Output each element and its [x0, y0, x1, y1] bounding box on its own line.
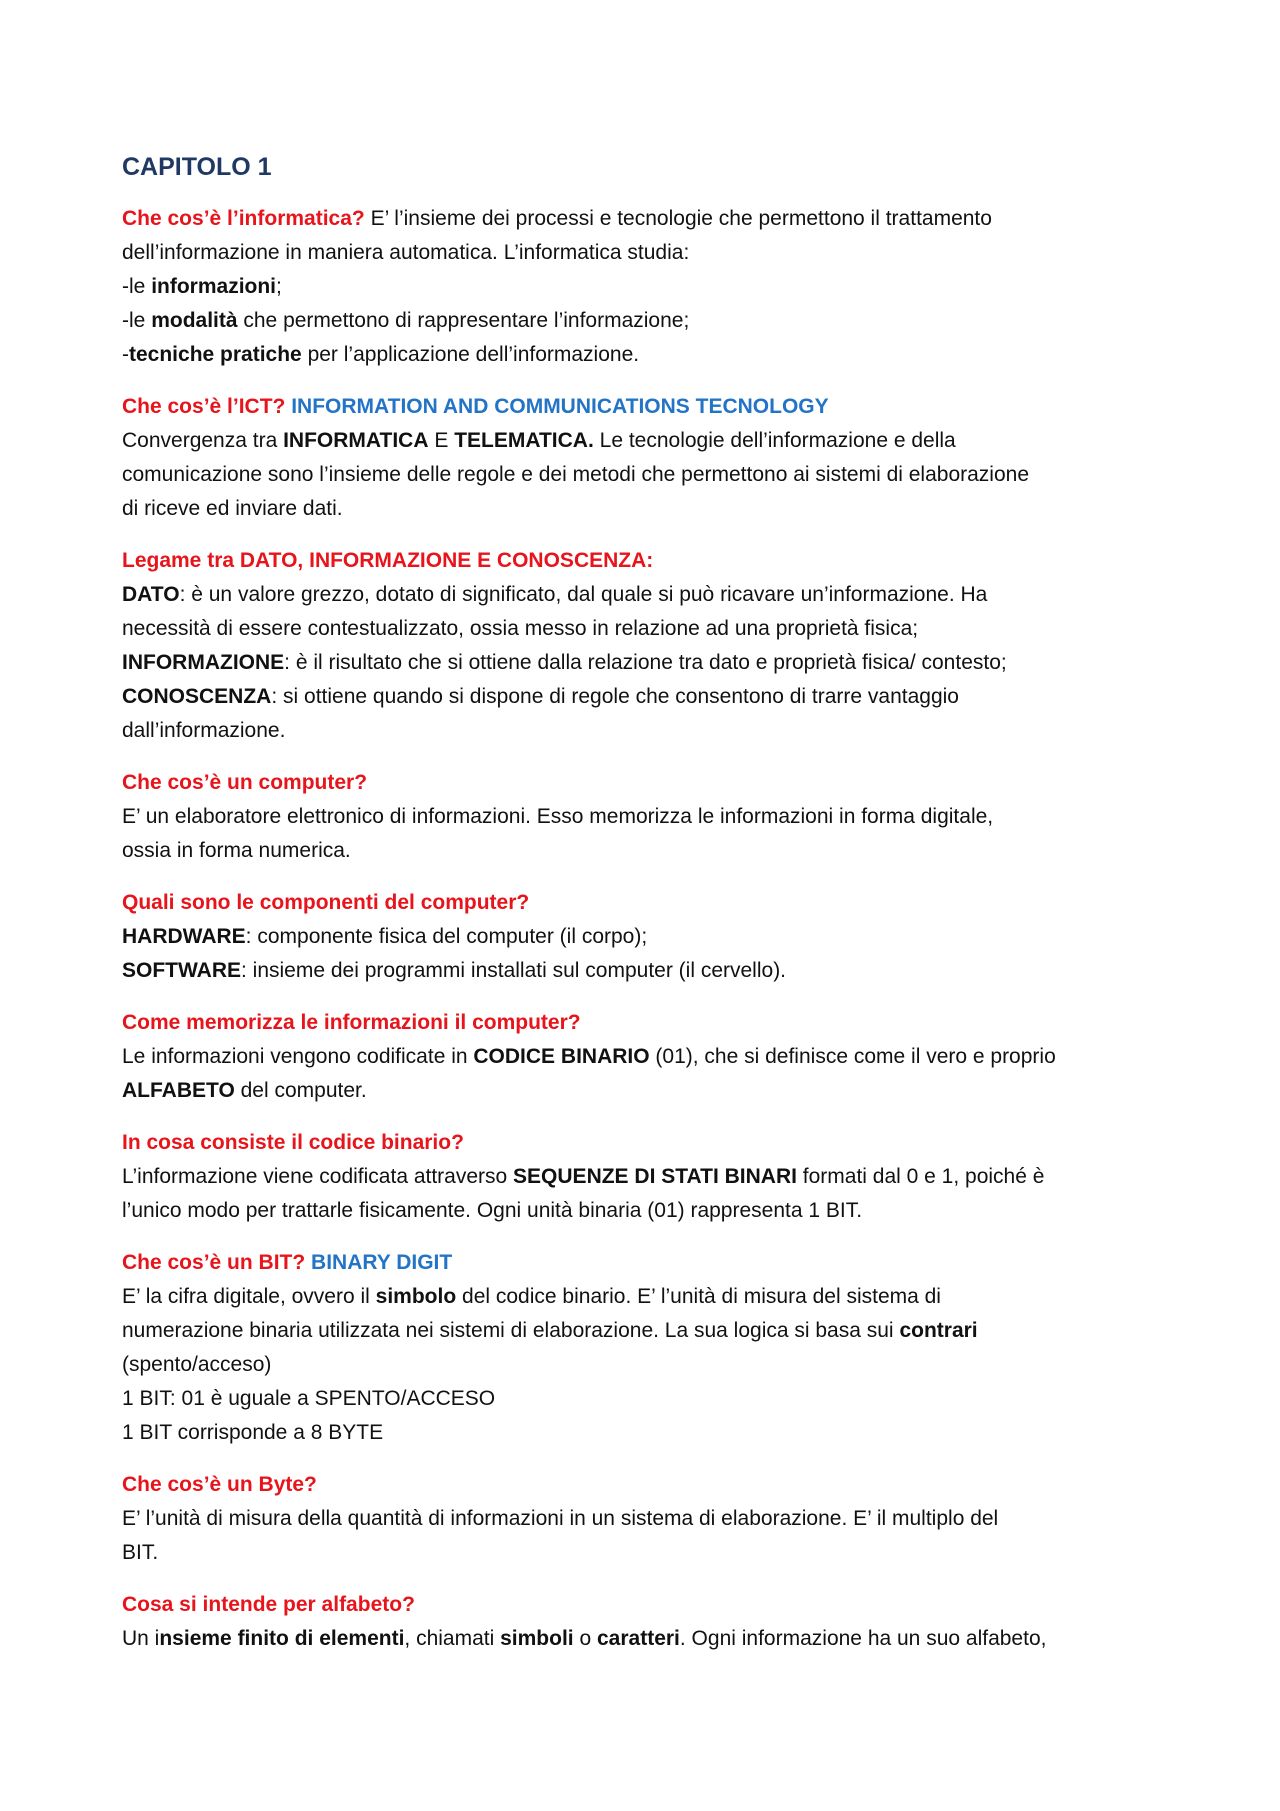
qa-section: [122, 1246, 1182, 1450]
question-line: [122, 886, 1182, 920]
bold-term: simbolo: [375, 1285, 457, 1308]
bold-term: simboli: [500, 1627, 574, 1650]
question-line: [122, 202, 1182, 236]
text-line: [122, 954, 1182, 988]
body-text: E’ la cifra digitale, ovvero il: [122, 1285, 376, 1308]
body-text: -le: [122, 309, 152, 332]
bold-term: modalità: [151, 309, 238, 332]
text-line: [122, 304, 1182, 338]
body-text: E’ l’insieme dei processi e tecnologie che permettono il trattamento: [364, 207, 992, 230]
bold-term: caratteri: [597, 1627, 680, 1650]
body-text: BIT.: [122, 1541, 159, 1564]
body-text: : è il risultato che si ottiene dalla relazione tra dato e proprietà fisica/ contesto;: [284, 651, 1007, 674]
question-heading: In cosa consiste il codice binario?: [122, 1131, 464, 1154]
qa-section: [122, 766, 1182, 868]
text-line: [122, 236, 1182, 270]
text-line: [122, 1348, 1182, 1382]
text-line: [122, 1416, 1182, 1450]
chapter-title: CAPITOLO 1: [122, 153, 272, 181]
text-line: [122, 338, 1182, 372]
text-line: [122, 1194, 1182, 1228]
body-text: per l’applicazione dell’informazione.: [301, 343, 640, 366]
body-text: (spento/acceso): [122, 1353, 272, 1376]
qa-section: [122, 1588, 1182, 1656]
text-line: [122, 578, 1182, 612]
body-text: : insieme dei programmi installati sul computer (il cervello).: [241, 959, 787, 982]
text-line: [122, 920, 1182, 954]
qa-section: [122, 202, 1182, 372]
question-line: [122, 766, 1182, 800]
question-heading: Che cos’è l’ICT?: [122, 395, 286, 418]
bold-term: DATO: [122, 583, 180, 606]
question-line: [122, 1006, 1182, 1040]
bold-term: SEQUENZE DI STATI BINARI: [513, 1165, 797, 1188]
body-text: E’ l’unità di misura della quantità di informazioni in un sistema di elaborazione. E’ il multiplo del: [122, 1507, 999, 1530]
qa-section: [122, 1468, 1182, 1570]
body-text: ;: [276, 275, 282, 298]
qa-section: [122, 390, 1182, 526]
body-text: numerazione binaria utilizzata nei sistemi di elaborazione. La sua logica si basa sui: [122, 1319, 900, 1342]
question-heading: Quali sono le componenti del computer?: [122, 891, 530, 914]
body-text: L’informazione viene codificata attraverso: [122, 1165, 514, 1188]
body-text: del computer.: [234, 1079, 367, 1102]
body-text: , chiamati: [404, 1627, 501, 1650]
question-heading: Che cos’è un computer?: [122, 771, 368, 794]
text-line: [122, 1382, 1182, 1416]
body-text: E: [428, 429, 455, 452]
text-line: [122, 1280, 1182, 1314]
acronym-expansion: BINARY DIGIT: [311, 1251, 453, 1274]
body-text: Le informazioni vengono codificate in: [122, 1045, 474, 1068]
question-line: [122, 1588, 1182, 1622]
body-text: ossia in forma numerica.: [122, 839, 351, 862]
body-text: di riceve ed inviare dati.: [122, 497, 343, 520]
qa-section: [122, 886, 1182, 988]
bold-term: TELEMATICA.: [454, 429, 594, 452]
acronym-expansion: INFORMATION AND COMMUNICATIONS TECNOLOGY: [291, 395, 829, 418]
qa-section: [122, 1126, 1182, 1228]
body-text: Le tecnologie dell’informazione e della: [593, 429, 956, 452]
question-heading: Che cos’è un BIT?: [122, 1251, 306, 1274]
sections-container: [122, 202, 1182, 1656]
bold-term: SOFTWARE: [122, 959, 241, 982]
body-text: dell’informazione in maniera automatica. L’informatica studia:: [122, 241, 690, 264]
text-line: [122, 1622, 1182, 1656]
question-heading: Legame tra DATO, INFORMAZIONE E CONOSCENZA:: [122, 549, 654, 572]
text-line: [122, 1314, 1182, 1348]
question-line: [122, 544, 1182, 578]
body-text: -: [122, 343, 129, 366]
bold-term: informazioni: [151, 275, 277, 298]
bold-term: CODICE BINARIO: [473, 1045, 650, 1068]
body-text: (01), che si definisce come il vero e proprio: [649, 1045, 1056, 1068]
text-line: [122, 646, 1182, 680]
body-text: l’unico modo per trattarle fisicamente. Ogni unità binaria (01) rappresenta 1 BIT.: [122, 1199, 863, 1222]
bold-term: tecniche pratiche: [129, 343, 302, 366]
text-line: [122, 458, 1182, 492]
text-line: [122, 1074, 1182, 1108]
bold-term: contrari: [899, 1319, 978, 1342]
body-text: dall’informazione.: [122, 719, 286, 742]
body-text: necessità di essere contestualizzato, ossia messo in relazione ad una proprietà fisica;: [122, 617, 919, 640]
bold-term: INFORMAZIONE: [122, 651, 285, 674]
bold-term: nsieme finito di elementi: [159, 1627, 405, 1650]
body-text: : componente fisica del computer (il corpo);: [245, 925, 648, 948]
body-text: : è un valore grezzo, dotato di significato, dal quale si può ricavare un’informazione. Ha: [179, 583, 988, 606]
question-line: [122, 390, 1182, 424]
text-line: [122, 1040, 1182, 1074]
question-heading: Cosa si intende per alfabeto?: [122, 1593, 415, 1616]
body-text: formati dal 0 e 1, poiché è: [796, 1165, 1045, 1188]
document-page: [122, 150, 1182, 1674]
body-text: -le: [122, 275, 152, 298]
question-heading: Come memorizza le informazioni il computer?: [122, 1011, 581, 1034]
text-line: [122, 1536, 1182, 1570]
body-text: E’ un elaboratore elettronico di informazioni. Esso memorizza le informazioni in forma digitale,: [122, 805, 994, 828]
question-heading: Che cos’è l’informatica?: [122, 207, 365, 230]
text-line: [122, 1502, 1182, 1536]
bold-term: INFORMATICA: [283, 429, 429, 452]
body-text: : si ottiene quando si dispone di regole che consentono di trarre vantaggio: [271, 685, 959, 708]
body-text: . Ogni informazione ha un suo alfabeto,: [679, 1627, 1047, 1650]
question-heading: Che cos’è un Byte?: [122, 1473, 317, 1496]
text-line: [122, 270, 1182, 304]
text-line: [122, 1160, 1182, 1194]
body-text: Un i: [122, 1627, 160, 1650]
text-line: [122, 834, 1182, 868]
body-text: Convergenza tra: [122, 429, 284, 452]
bold-term: CONOSCENZA: [122, 685, 272, 708]
bold-term: HARDWARE: [122, 925, 246, 948]
text-line: [122, 800, 1182, 834]
body-text: o: [573, 1627, 597, 1650]
text-line: [122, 492, 1182, 526]
question-line: [122, 1246, 1182, 1280]
text-line: [122, 612, 1182, 646]
question-line: [122, 1468, 1182, 1502]
text-line: [122, 424, 1182, 458]
body-text: del codice binario. E’ l’unità di misura del sistema di: [456, 1285, 941, 1308]
qa-section: [122, 544, 1182, 748]
text-line: [122, 714, 1182, 748]
bold-term: ALFABETO: [122, 1079, 235, 1102]
text-line: [122, 680, 1182, 714]
body-text: 1 BIT corrisponde a 8 BYTE: [122, 1421, 384, 1444]
body-text: comunicazione sono l’insieme delle regole e dei metodi che permettono ai sistemi di elaborazione: [122, 463, 1030, 486]
question-line: [122, 1126, 1182, 1160]
qa-section: [122, 1006, 1182, 1108]
body-text: che permettono di rappresentare l’informazione;: [237, 309, 690, 332]
body-text: 1 BIT: 01 è uguale a SPENTO/ACCESO: [122, 1387, 496, 1410]
